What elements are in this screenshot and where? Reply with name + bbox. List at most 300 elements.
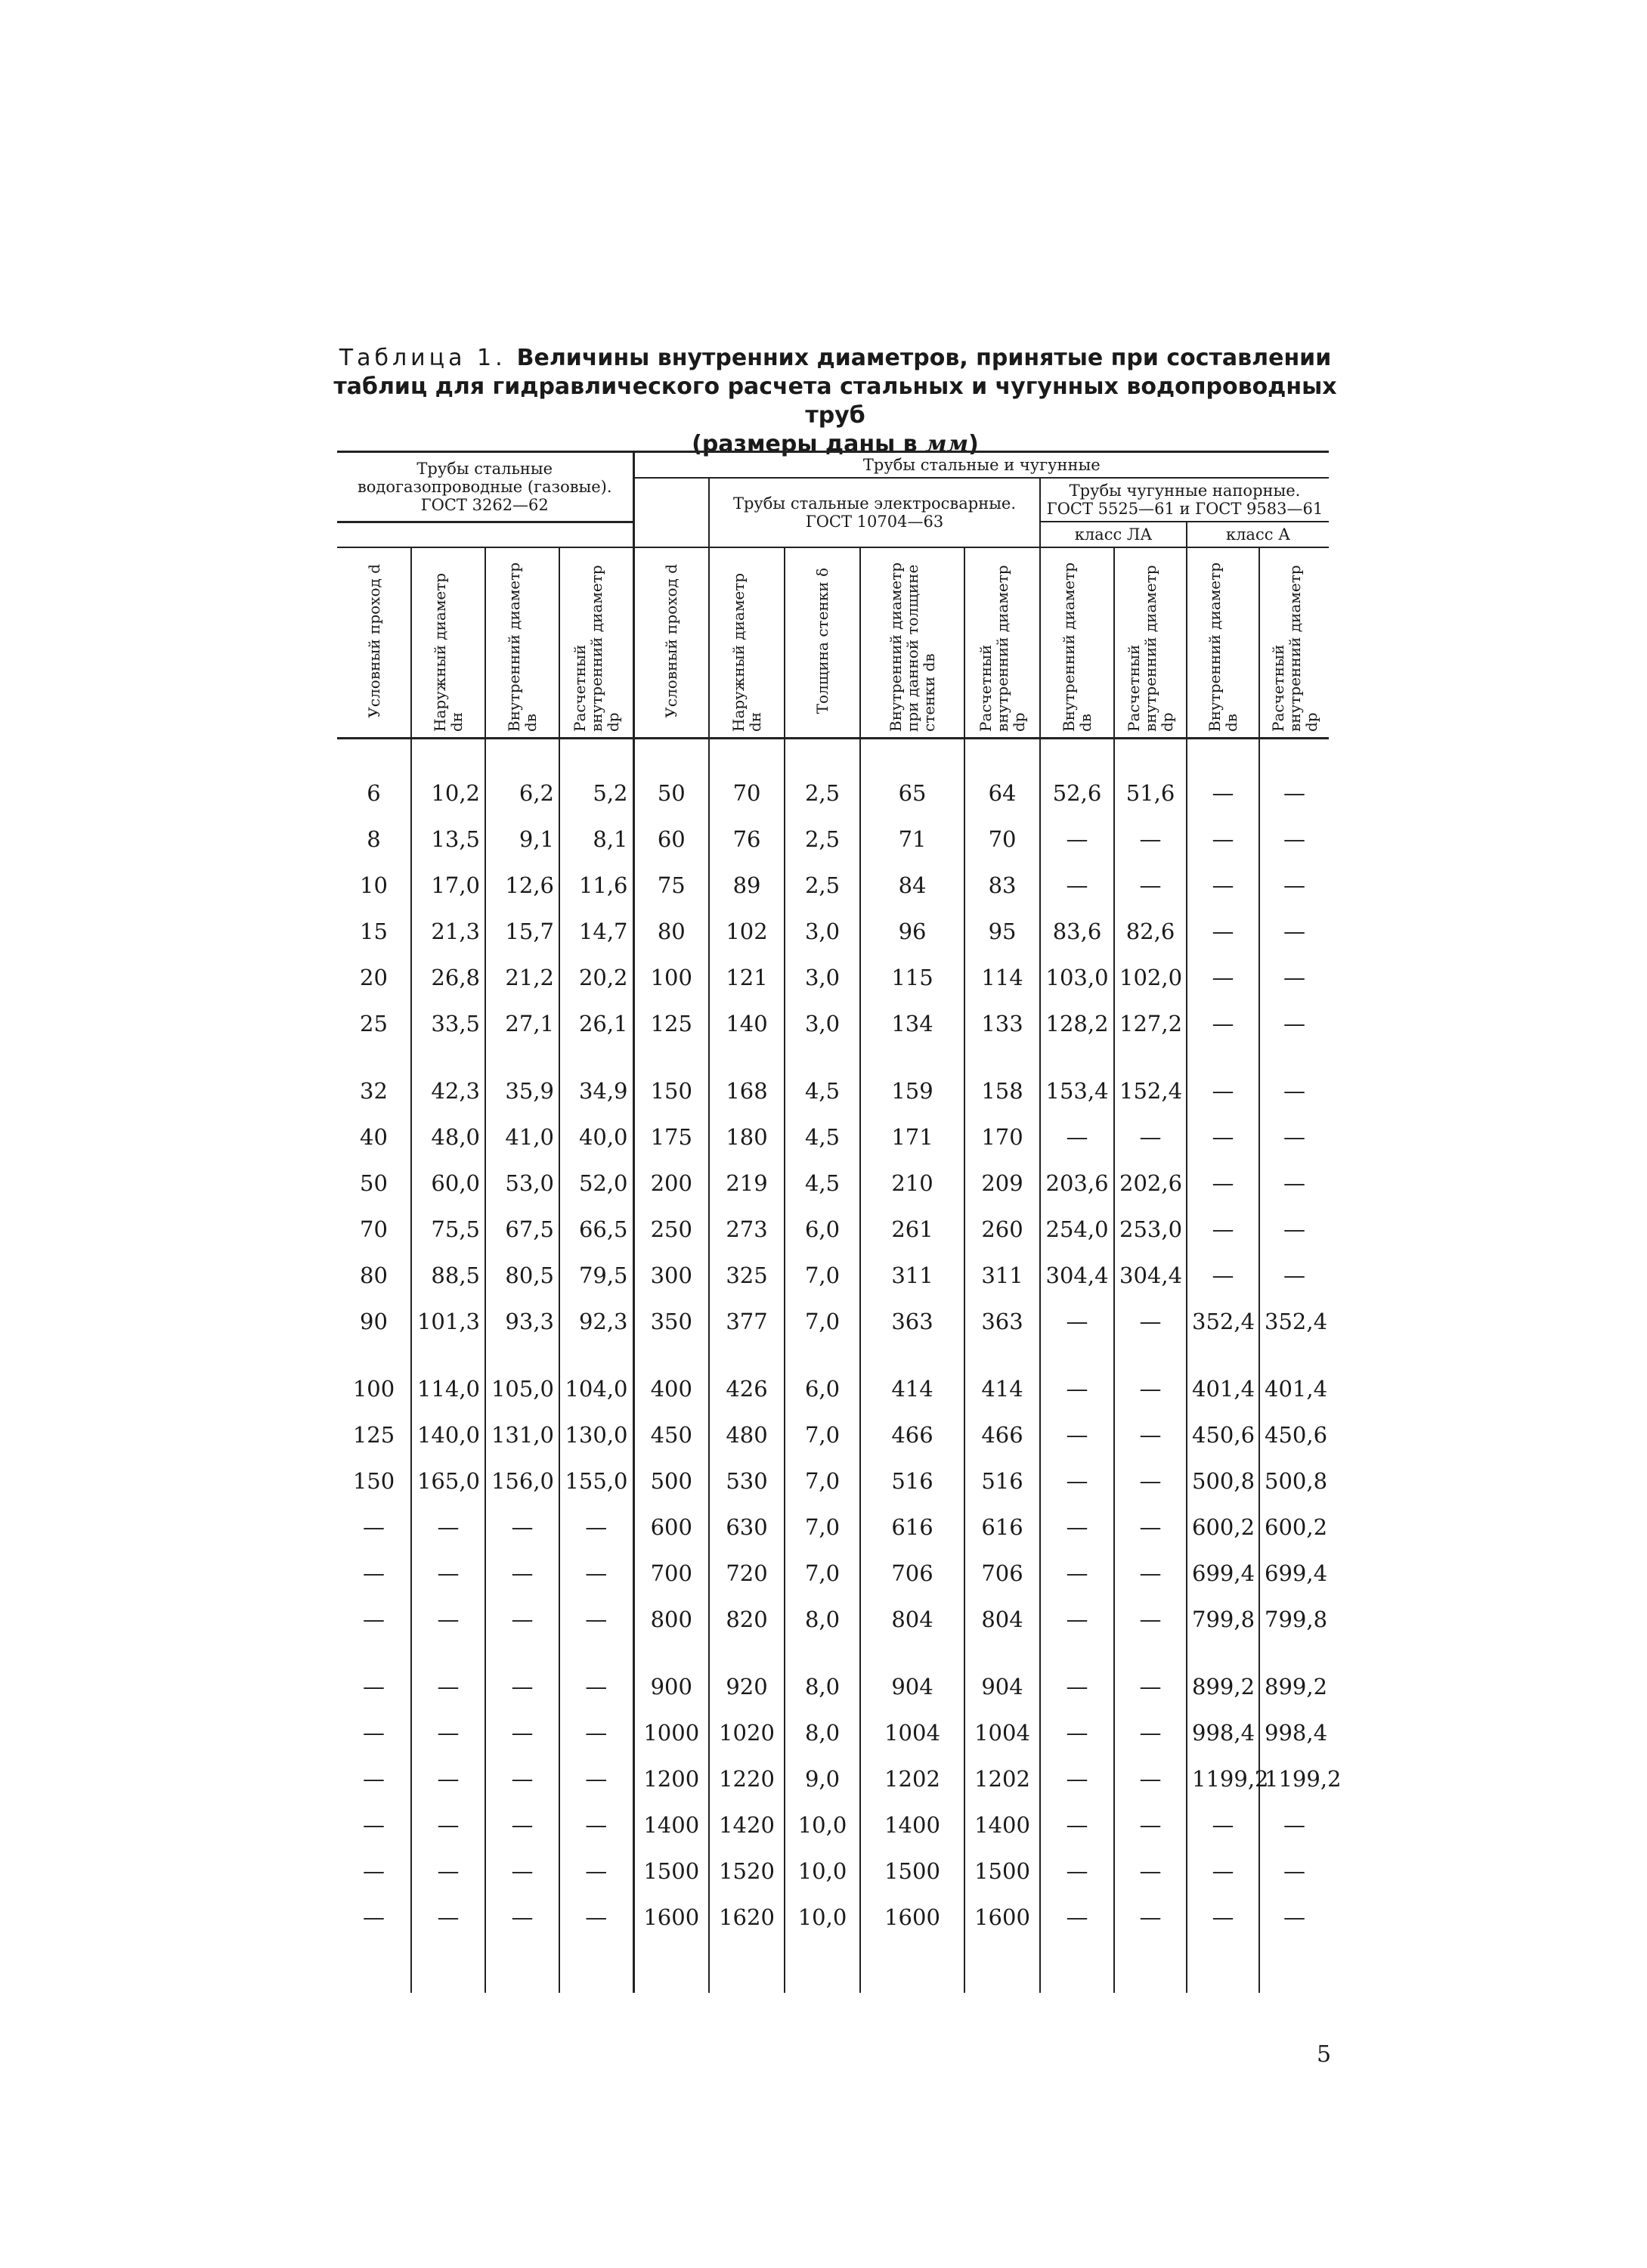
table-cell: —: [411, 1755, 485, 1802]
table-cell: 10,0: [785, 1894, 860, 1993]
caption-line-2: таблиц для гидравлического расчета стальных и чугунных водопроводных труб: [333, 373, 1337, 429]
table-cell: 304,4: [1114, 1252, 1187, 1298]
table-cell: —: [1040, 1298, 1114, 1344]
table-cell: 159: [860, 1046, 964, 1114]
table-cell: —: [1114, 1298, 1187, 1344]
table-row: [337, 908, 1329, 954]
table-cell: 6,2: [485, 739, 559, 816]
table-cell: 1520: [709, 1848, 785, 1894]
table-cell: 6: [367, 779, 381, 806]
table-cell: —: [411, 1802, 485, 1848]
table-cell: 1199,2: [1259, 1755, 1329, 1802]
table-row: [337, 1642, 1329, 1709]
table-cell: 25: [360, 1010, 388, 1036]
table-cell: 152,4: [1114, 1046, 1187, 1114]
table-cell: 311: [964, 1252, 1040, 1298]
table-cell: 7,0: [785, 1458, 860, 1504]
table-cell: 209: [964, 1160, 1040, 1206]
table-cell: 180: [709, 1114, 785, 1160]
col-header-0: Условный проход d: [337, 547, 411, 739]
table-cell: —: [1259, 908, 1329, 954]
table-cell: 920: [709, 1642, 785, 1709]
table-cell: 720: [709, 1550, 785, 1596]
table-cell: 1400: [964, 1802, 1040, 1848]
table-cell: 200: [633, 1160, 709, 1206]
table-cell: 10,0: [785, 1802, 860, 1848]
table-cell: 466: [860, 1411, 964, 1458]
table-cell: —: [1114, 862, 1187, 908]
caption-title-1: Величины внутренних диаметров, принятые при составлении: [516, 345, 1332, 371]
table-cell: 65: [860, 739, 964, 816]
table-cell: 426: [709, 1344, 785, 1411]
col-header-12: Расчетный внутренний диаметр dр: [1259, 547, 1329, 739]
table-cell: 76: [709, 816, 785, 862]
table-cell: —: [363, 1904, 385, 1930]
table-cell: —: [363, 1673, 385, 1699]
table-cell: 1600: [633, 1894, 709, 1993]
table-row: [337, 1755, 1329, 1802]
table-cell: —: [1259, 1802, 1329, 1848]
table-row: [337, 1802, 1329, 1848]
table-cell: 51,6: [1114, 739, 1187, 816]
table-cell: 92,3: [559, 1298, 633, 1344]
table-cell: 10: [360, 872, 388, 898]
table-cell: 254,0: [1040, 1206, 1114, 1252]
pipe-diameter-table: [337, 451, 1342, 1993]
table-cell: 414: [860, 1344, 964, 1411]
caption-line-1: [333, 344, 1338, 373]
table-cell: 904: [860, 1642, 964, 1709]
col-header-11: Внутренний диаметр dв: [1187, 547, 1259, 739]
table-cell: 14,7: [559, 908, 633, 954]
table-cell: —: [1040, 1642, 1114, 1709]
table-cell: 125: [633, 1000, 709, 1046]
table-cell: —: [1114, 1458, 1187, 1504]
table-cell: 60: [633, 816, 709, 862]
table-cell: 899,2: [1259, 1642, 1329, 1709]
table-cell: 105,0: [485, 1344, 559, 1411]
table-cell: —: [559, 1504, 633, 1550]
table-cell: —: [1040, 1802, 1114, 1848]
table-cell: 66,5: [559, 1206, 633, 1252]
table-cell: 1500: [860, 1848, 964, 1894]
table-cell: 70: [709, 739, 785, 816]
table-cell: 170: [964, 1114, 1040, 1160]
table-cell: 500: [633, 1458, 709, 1504]
table-cell: 101,3: [411, 1298, 485, 1344]
table-cell: 9,1: [485, 816, 559, 862]
table-cell: 80: [633, 908, 709, 954]
table-row: [337, 1894, 1329, 1993]
table-cell: 26,1: [559, 1000, 633, 1046]
table-cell: 1202: [964, 1755, 1040, 1802]
table-cell: —: [1259, 1206, 1329, 1252]
table-cell: 71: [860, 816, 964, 862]
table-cell: —: [1259, 1848, 1329, 1894]
table-cell: —: [1259, 1046, 1329, 1114]
table-cell: 102,0: [1114, 954, 1187, 1000]
table-cell: 1004: [860, 1709, 964, 1755]
table-cell: —: [1114, 1642, 1187, 1709]
table-cell: 121: [709, 954, 785, 1000]
table-cell: —: [1187, 862, 1259, 908]
table-cell: 48,0: [411, 1114, 485, 1160]
table-cell: 998,4: [1259, 1709, 1329, 1755]
table-cell: —: [363, 1857, 385, 1884]
table-cell: 4,5: [785, 1046, 860, 1114]
col-header-3: Расчетный внутренний диаметр dр: [559, 547, 633, 739]
table-cell: —: [1187, 1000, 1259, 1046]
table-cell: 600,2: [1259, 1504, 1329, 1550]
table-cell: 699,4: [1259, 1550, 1329, 1596]
table-cell: —: [1187, 1802, 1259, 1848]
table-cell: —: [1114, 1344, 1187, 1411]
table-row: [337, 1206, 1329, 1252]
table-cell: 1199,2: [1187, 1755, 1259, 1802]
table-cell: —: [559, 1894, 633, 1993]
table-cell: 10,0: [785, 1848, 860, 1894]
table-cell: 1004: [964, 1709, 1040, 1755]
table-row: [337, 1596, 1329, 1642]
table-row: [337, 1046, 1329, 1114]
table-cell: 13,5: [411, 816, 485, 862]
col-header-2: Внутренний диаметр dв: [485, 547, 559, 739]
table-row: [337, 1848, 1329, 1894]
table-cell: 800: [633, 1596, 709, 1642]
table-cell: 203,6: [1040, 1160, 1114, 1206]
table-cell: —: [559, 1709, 633, 1755]
table-cell: 8,1: [559, 816, 633, 862]
table-cell: —: [1259, 739, 1329, 816]
table-cell: 127,2: [1114, 1000, 1187, 1046]
header-steel-cast: Трубы стальные и чугунные: [633, 452, 1329, 479]
table-cell: 799,8: [1187, 1596, 1259, 1642]
table-cell: 133: [964, 1000, 1040, 1046]
table-row: [337, 1000, 1329, 1046]
table-cell: —: [363, 1765, 385, 1792]
table-cell: —: [1187, 1160, 1259, 1206]
table-cell: —: [1040, 1344, 1114, 1411]
table-cell: 260: [964, 1206, 1040, 1252]
table-cell: 52,6: [1040, 739, 1114, 816]
table-cell: 616: [964, 1504, 1040, 1550]
table-cell: 175: [633, 1114, 709, 1160]
table-cell: —: [1040, 1114, 1114, 1160]
table-cell: 261: [860, 1206, 964, 1252]
table-cell: —: [411, 1709, 485, 1755]
table-cell: 600: [633, 1504, 709, 1550]
table-cell: 100: [633, 954, 709, 1000]
table-cell: —: [1040, 1596, 1114, 1642]
table-row: [337, 1504, 1329, 1550]
table-cell: 706: [860, 1550, 964, 1596]
table-cell: 131,0: [485, 1411, 559, 1458]
table-cell: 64: [964, 739, 1040, 816]
table-cell: —: [1187, 908, 1259, 954]
table-cell: 516: [860, 1458, 964, 1504]
table-cell: 6,0: [785, 1344, 860, 1411]
table-cell: 6,0: [785, 1206, 860, 1252]
table-cell: 4,5: [785, 1114, 860, 1160]
table-cell: 114: [964, 954, 1040, 1000]
table-cell: —: [485, 1709, 559, 1755]
table-cell: 7,0: [785, 1411, 860, 1458]
table-cell: —: [363, 1606, 385, 1632]
table-cell: 95: [964, 908, 1040, 954]
table-cell: —: [363, 1514, 385, 1540]
table-cell: 10,2: [411, 739, 485, 816]
table-cell: —: [1040, 1894, 1114, 1993]
table-row: [337, 1114, 1329, 1160]
table-cell: 466: [964, 1411, 1040, 1458]
table-cell: 1202: [860, 1755, 964, 1802]
table-cell: —: [1259, 1160, 1329, 1206]
header-cast: Трубы чугунные напорные. ГОСТ 5525—61 и ГОСТ 9583—61: [1040, 478, 1329, 522]
table-cell: 219: [709, 1160, 785, 1206]
table-cell: —: [1187, 739, 1259, 816]
table-row: [337, 1550, 1329, 1596]
table-cell: 630: [709, 1504, 785, 1550]
table-cell: 21,3: [411, 908, 485, 954]
col-header-5: Наружный диаметр dн: [709, 547, 785, 739]
table-cell: 90: [360, 1308, 388, 1334]
header-gas-blank: [337, 522, 633, 547]
table-row: [337, 1458, 1329, 1504]
table-cell: 450,6: [1187, 1411, 1259, 1458]
table-cell: 600,2: [1187, 1504, 1259, 1550]
table-cell: 15: [360, 918, 388, 944]
table-cell: —: [1040, 1755, 1114, 1802]
table-cell: —: [1040, 1848, 1114, 1894]
table-cell: —: [1114, 1709, 1187, 1755]
table-cell: —: [1040, 1550, 1114, 1596]
table-cell: 352,4: [1187, 1298, 1259, 1344]
table-cell: 3,0: [785, 1000, 860, 1046]
table-cell: 165,0: [411, 1458, 485, 1504]
table-cell: 1420: [709, 1802, 785, 1848]
table-cell: 134: [860, 1000, 964, 1046]
table-row: [337, 1252, 1329, 1298]
table-cell: 414: [964, 1344, 1040, 1411]
table-cell: 998,4: [1187, 1709, 1259, 1755]
table-cell: —: [485, 1848, 559, 1894]
table-row: [337, 739, 1329, 816]
table-cell: —: [1259, 1252, 1329, 1298]
table-cell: 114,0: [411, 1344, 485, 1411]
table-cell: —: [1040, 816, 1114, 862]
table-cell: —: [1040, 1504, 1114, 1550]
table-cell: 70: [360, 1216, 388, 1242]
table-body: [337, 739, 1342, 1994]
table-row: [337, 862, 1329, 908]
table-cell: —: [1259, 862, 1329, 908]
table-cell: 171: [860, 1114, 964, 1160]
table-cell: 899,2: [1187, 1642, 1259, 1709]
table-cell: 75: [633, 862, 709, 908]
table-cell: 130,0: [559, 1411, 633, 1458]
table-cell: 500,8: [1259, 1458, 1329, 1504]
table-cell: 1600: [860, 1894, 964, 1993]
table-cell: 1400: [633, 1802, 709, 1848]
table-cell: 150: [633, 1046, 709, 1114]
table-cell: —: [1114, 1411, 1187, 1458]
table-cell: 1200: [633, 1755, 709, 1802]
table-cell: 27,1: [485, 1000, 559, 1046]
table-cell: —: [411, 1642, 485, 1709]
table-cell: 616: [860, 1504, 964, 1550]
table-cell: —: [1187, 954, 1259, 1000]
table-cell: 140,0: [411, 1411, 485, 1458]
table-cell: —: [411, 1504, 485, 1550]
table-cell: —: [1114, 1894, 1187, 1993]
table-cell: 516: [964, 1458, 1040, 1504]
caption-units-suffix: ): [968, 431, 979, 457]
table-cell: 8: [367, 826, 381, 852]
table-cell: 80: [360, 1262, 388, 1288]
table-cell: 300: [633, 1252, 709, 1298]
table-cell: 1600: [964, 1894, 1040, 1993]
table-cell: —: [363, 1719, 385, 1746]
table-cell: —: [559, 1848, 633, 1894]
table-cell: 3,0: [785, 954, 860, 1000]
table-cell: 1500: [633, 1848, 709, 1894]
table-cell: 350: [633, 1298, 709, 1344]
table-cell: 253,0: [1114, 1206, 1187, 1252]
caption-table-number: Таблица 1.: [339, 345, 506, 371]
table-cell: 60,0: [411, 1160, 485, 1206]
table-cell: 50: [360, 1170, 388, 1196]
table-cell: 325: [709, 1252, 785, 1298]
table-cell: —: [485, 1596, 559, 1642]
table-cell: 700: [633, 1550, 709, 1596]
table-cell: 103,0: [1040, 954, 1114, 1000]
table-cell: —: [1187, 816, 1259, 862]
table-cell: 273: [709, 1206, 785, 1252]
table-cell: 363: [964, 1298, 1040, 1344]
table-cell: 115: [860, 954, 964, 1000]
header-row-groups: [337, 452, 1329, 479]
table-cell: 40,0: [559, 1114, 633, 1160]
table-cell: 450,6: [1259, 1411, 1329, 1458]
table-cell: 799,8: [1259, 1596, 1329, 1642]
table-cell: 1620: [709, 1894, 785, 1993]
table-cell: 125: [352, 1421, 395, 1448]
table-cell: 89: [709, 862, 785, 908]
table-cell: 82,6: [1114, 908, 1187, 954]
table-cell: —: [411, 1550, 485, 1596]
table-cell: 9,0: [785, 1755, 860, 1802]
table-cell: 2,5: [785, 816, 860, 862]
table-cell: 401,4: [1187, 1344, 1259, 1411]
table-cell: —: [1114, 1848, 1187, 1894]
table-cell: 1220: [709, 1755, 785, 1802]
table-cell: 8,0: [785, 1642, 860, 1709]
caption-units-prefix: (размеры даны в: [692, 431, 918, 457]
table-cell: 530: [709, 1458, 785, 1504]
table-cell: 168: [709, 1046, 785, 1114]
table-cell: 3,0: [785, 908, 860, 954]
table-cell: —: [559, 1550, 633, 1596]
table-cell: —: [411, 1848, 485, 1894]
table-cell: 4,5: [785, 1160, 860, 1206]
table-cell: 699,4: [1187, 1550, 1259, 1596]
table-cell: 33,5: [411, 1000, 485, 1046]
table-cell: 93,3: [485, 1298, 559, 1344]
table-row: [337, 1709, 1329, 1755]
table-cell: 900: [633, 1642, 709, 1709]
table-cell: —: [1259, 1000, 1329, 1046]
col-header-10: Расчетный внутренний диаметр dр: [1114, 547, 1187, 739]
caption-units: мм: [925, 431, 969, 457]
table-cell: —: [1040, 1458, 1114, 1504]
table-cell: 70: [964, 816, 1040, 862]
table-cell: 79,5: [559, 1252, 633, 1298]
table-cell: 304,4: [1040, 1252, 1114, 1298]
table-cell: —: [485, 1550, 559, 1596]
header-gas-pipes: Трубы стальные водогазопроводные (газовые). ГОСТ 3262—62: [337, 452, 633, 522]
table-cell: 400: [633, 1344, 709, 1411]
table-cell: 210: [860, 1160, 964, 1206]
table-cell: 706: [964, 1550, 1040, 1596]
table-cell: —: [485, 1894, 559, 1993]
table-cell: 500,8: [1187, 1458, 1259, 1504]
table-cell: —: [1259, 816, 1329, 862]
table-cell: 20,2: [559, 954, 633, 1000]
table-cell: 1400: [860, 1802, 964, 1848]
table-cell: 96: [860, 908, 964, 954]
table-cell: 250: [633, 1206, 709, 1252]
table-cell: 102: [709, 908, 785, 954]
table-cell: 804: [964, 1596, 1040, 1642]
table-cell: 1500: [964, 1848, 1040, 1894]
table-cell: 67,5: [485, 1206, 559, 1252]
header-electro: Трубы стальные электросварные. ГОСТ 10704—63: [709, 478, 1040, 547]
table-cell: 8,0: [785, 1596, 860, 1642]
table-cell: 450: [633, 1411, 709, 1458]
table-row: [337, 816, 1329, 862]
table-row: [337, 1344, 1329, 1411]
table-cell: 155,0: [559, 1458, 633, 1504]
table-cell: —: [411, 1596, 485, 1642]
table-cell: 820: [709, 1596, 785, 1642]
table-cell: —: [485, 1802, 559, 1848]
table-cell: —: [1187, 1848, 1259, 1894]
table-cell: —: [559, 1642, 633, 1709]
table-cell: 20: [360, 964, 388, 990]
table-cell: —: [485, 1642, 559, 1709]
table-cell: 52,0: [559, 1160, 633, 1206]
table-cell: —: [1114, 1114, 1187, 1160]
table-cell: —: [1114, 1755, 1187, 1802]
table-cell: 352,4: [1259, 1298, 1329, 1344]
table-cell: —: [1187, 1114, 1259, 1160]
table-cell: 34,9: [559, 1046, 633, 1114]
table-cell: 41,0: [485, 1114, 559, 1160]
table-cell: 42,3: [411, 1046, 485, 1114]
table-cell: —: [1259, 954, 1329, 1000]
table-cell: 2,5: [785, 862, 860, 908]
table-cell: 32: [360, 1077, 388, 1104]
table-cell: 88,5: [411, 1252, 485, 1298]
table-cell: 5,2: [559, 739, 633, 816]
table-cell: 7,0: [785, 1550, 860, 1596]
table-cell: 104,0: [559, 1344, 633, 1411]
col-header-9: Внутренний диаметр dв: [1040, 547, 1114, 739]
table-cell: —: [1114, 1802, 1187, 1848]
table-cell: —: [485, 1504, 559, 1550]
col-header-7: Внутренний диаметр при данной толщине стенки dв: [860, 547, 964, 739]
table-cell: 84: [860, 862, 964, 908]
